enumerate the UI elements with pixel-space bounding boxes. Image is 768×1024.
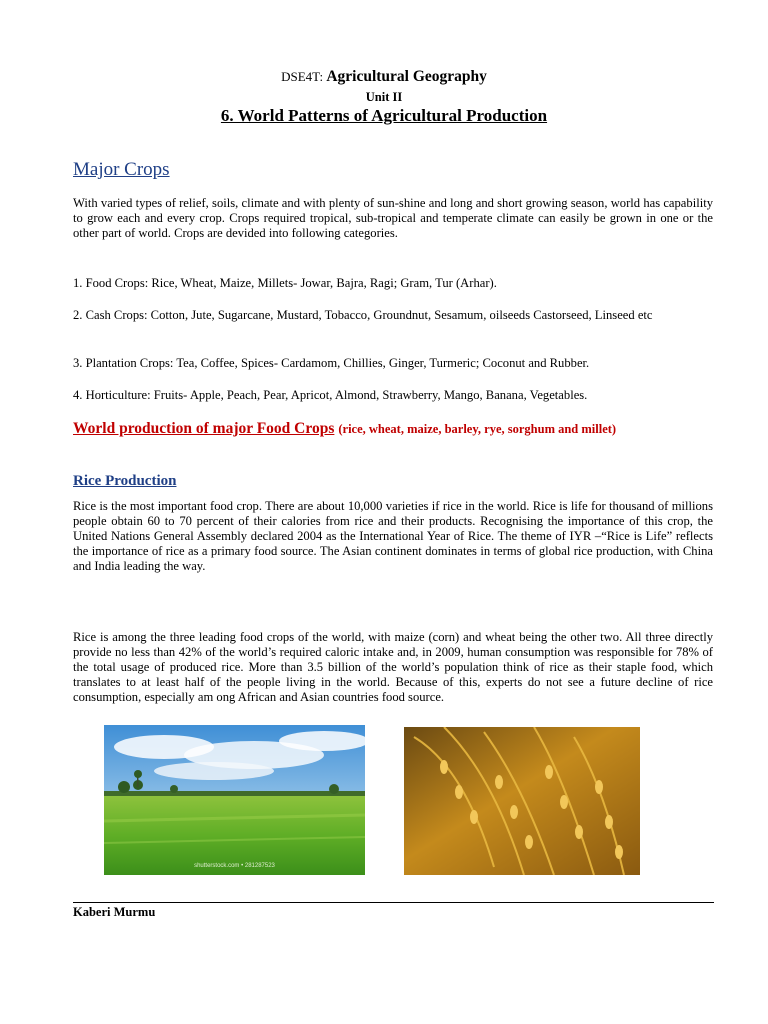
course-code: DSE4T: bbox=[281, 69, 324, 84]
major-crops-heading: Major Crops bbox=[73, 159, 170, 180]
rice-production-heading: Rice Production bbox=[73, 473, 177, 489]
rice-paragraph-1: Rice is the most important food crop. There are about 10,000 varieties if rice in the world. Rice is life for thousand of millions people obtain 60 to 70 percent of their calories from rice and their products. Recognising the importance of this crop, the United Nations General Assembly declared 2004 as the International Year of Rice. The theme of IYR –“Rice is Life” reflects the importance of rice as a primary food source. The Asian continent dominates in terms of global rice production, with China and India leading the way. bbox=[73, 499, 713, 573]
rice-paragraph-2: Rice is among the three leading food crops of the world, with maize (corn) and wheat being the other two. All three directly provide no less than 42% of the world’s required caloric intake and, in 2009, human consumption was responsible for 78% of the total usage of produced rice. More than 3.5 billion of the world’s population think of rice as their staple food, which translates to at least half of the people living in the world. Because of this, experts do not see a future decline of rice consumption, especially am ong African and Asian countries food source. bbox=[73, 630, 713, 704]
rice-field-image bbox=[104, 725, 365, 875]
course-title: Agricultural Geography bbox=[326, 68, 487, 85]
footer-divider bbox=[73, 902, 714, 903]
image-watermark: shutterstock.com • 281287523 bbox=[194, 863, 275, 869]
world-production-subtitle: (rice, wheat, maize, barley, rye, sorghum and millet) bbox=[338, 422, 617, 436]
category-plantation-crops: 3. Plantation Crops: Tea, Coffee, Spices- Cardamom, Chillies, Ginger, Turmeric; Coconut and Rubber. bbox=[73, 356, 590, 370]
world-production-title: World production of major Food Crops bbox=[73, 420, 335, 437]
category-food-crops: 1. Food Crops: Rice, Wheat, Maize, Millets- Jowar, Bajra, Ragi; Gram, Tur (Arhar). bbox=[73, 276, 497, 290]
chapter-title: 6. World Patterns of Agricultural Production bbox=[220, 106, 548, 125]
unit-label: Unit II bbox=[365, 90, 403, 104]
intro-paragraph: With varied types of relief, soils, climate and with plenty of sun-shine and long and short growing season, world has capability to grow each and every crop. Crops required tropical, sub-tropical and temperate climate can easily be grown in one or the other part of world. Crops are devided into following categories. bbox=[73, 196, 713, 240]
footer-author: Kaberi Murmu bbox=[73, 905, 156, 919]
category-cash-crops: 2. Cash Crops: Cotton, Jute, Sugarcane, Mustard, Tobacco, Groundnut, Sesamum, oilseeds Castorseed, Linseed etc bbox=[73, 308, 653, 322]
category-horticulture: 4. Horticulture: Fruits- Apple, Peach, Pear, Apricot, Almond, Strawberry, Mango, Banana, Vegetables. bbox=[73, 388, 588, 402]
rice-grain-image bbox=[404, 727, 640, 875]
world-production-heading bbox=[73, 420, 713, 438]
course-header bbox=[0, 68, 768, 86]
